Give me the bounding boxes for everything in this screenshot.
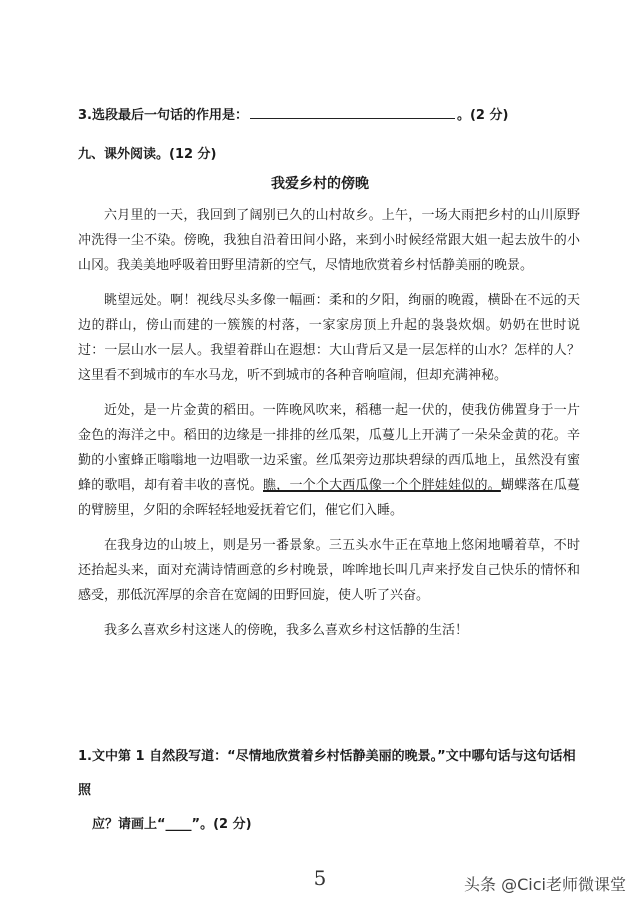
paragraph-5: 我多么喜欢乡村这迷人的傍晚，我多么喜欢乡村这恬静的生活！ [104,623,469,638]
question-1-line-1: 1.文中第 1 自然段写道：“尽情地欣赏着乡村恬静美丽的晚景。”文中哪句话与这句话相照 [78,749,576,798]
section-heading: 九、课外阅读。(12 分) [78,147,217,162]
passage-title: 我爱乡村的傍晚 [271,176,369,192]
paragraph-3-part-b: 蝴蝶落在瓜蔓的臂膀里，夕阳的余晖轻轻地爱抚着它们，催它们入睡。 [78,478,580,518]
reading-passage [78,203,580,653]
question-3-suffix: 。(2 分) [456,108,509,123]
paragraph-4: 在我身边的山坡上，则是另一番景象。三五头水牛正在草地上悠闲地嚼着草，不时还抬起头来，面对充满诗情画意的乡村晚景，哞哞地长叫几声来抒发自己快乐的情怀和感受，那低沉浑厚的余音在宽阔的田野回旋，使人听了兴奋。 [78,538,580,603]
paragraph-3-part-a: 近处，是一片金黄的稻田。一阵晚风吹来，稻穗一起一伏的，使我仿佛置身于一片金色的海洋之中。稻田的边缘是一排排的丝瓜架，瓜蔓儿上开满了一朵朵金黄的花。辛勤的小蜜蜂正嗡嗡地一边唱歌一边采蜜。丝瓜架旁边那块碧绿的西瓜地上，虽然没有蜜蜂的歌唱，却有着丰收的喜悦。 [78,403,580,493]
watermark: 头条 @Cici老师微课堂 [464,875,626,894]
paragraph-2: 眺望远处。啊！视线尽头多像一幅画：柔和的夕阳，绚丽的晚霞，横卧在不远的天边的群山，傍山而建的一簇簇的村落，一家家房顶上升起的袅袅炊烟。奶奶在世时说过：一层山水一层人。我望着群山在遐想：大山背后又是一层怎样的山水？怎样的人？这里看不到城市的车水马龙，听不到城市的各种音响喧闹，但却充满神秘。 [78,293,580,383]
answer-blank[interactable] [250,106,455,119]
paragraph-3 [78,398,580,523]
page-number: 5 [313,866,327,890]
question-3 [78,104,508,123]
question-1-line-2: 应？请画上“____”。(2 分) [92,817,252,832]
underlined-sentence: 瞧，一个个大西瓜像一个个胖娃娃似的。 [263,478,501,493]
paragraph-1: 六月里的一天，我回到了阔别已久的山村故乡。上午，一场大雨把乡村的山川原野冲洗得一尘不染。傍晚，我独自沿着田间小路，来到小时候经常跟大姐一起去放牛的小山冈。我美美地呼吸着田野里清新的空气，尽情地欣赏着乡村恬静美丽的晚景。 [78,208,580,273]
question-3-prefix: 3.选段最后一句话的作用是： [78,108,248,123]
question-1 [78,740,578,842]
